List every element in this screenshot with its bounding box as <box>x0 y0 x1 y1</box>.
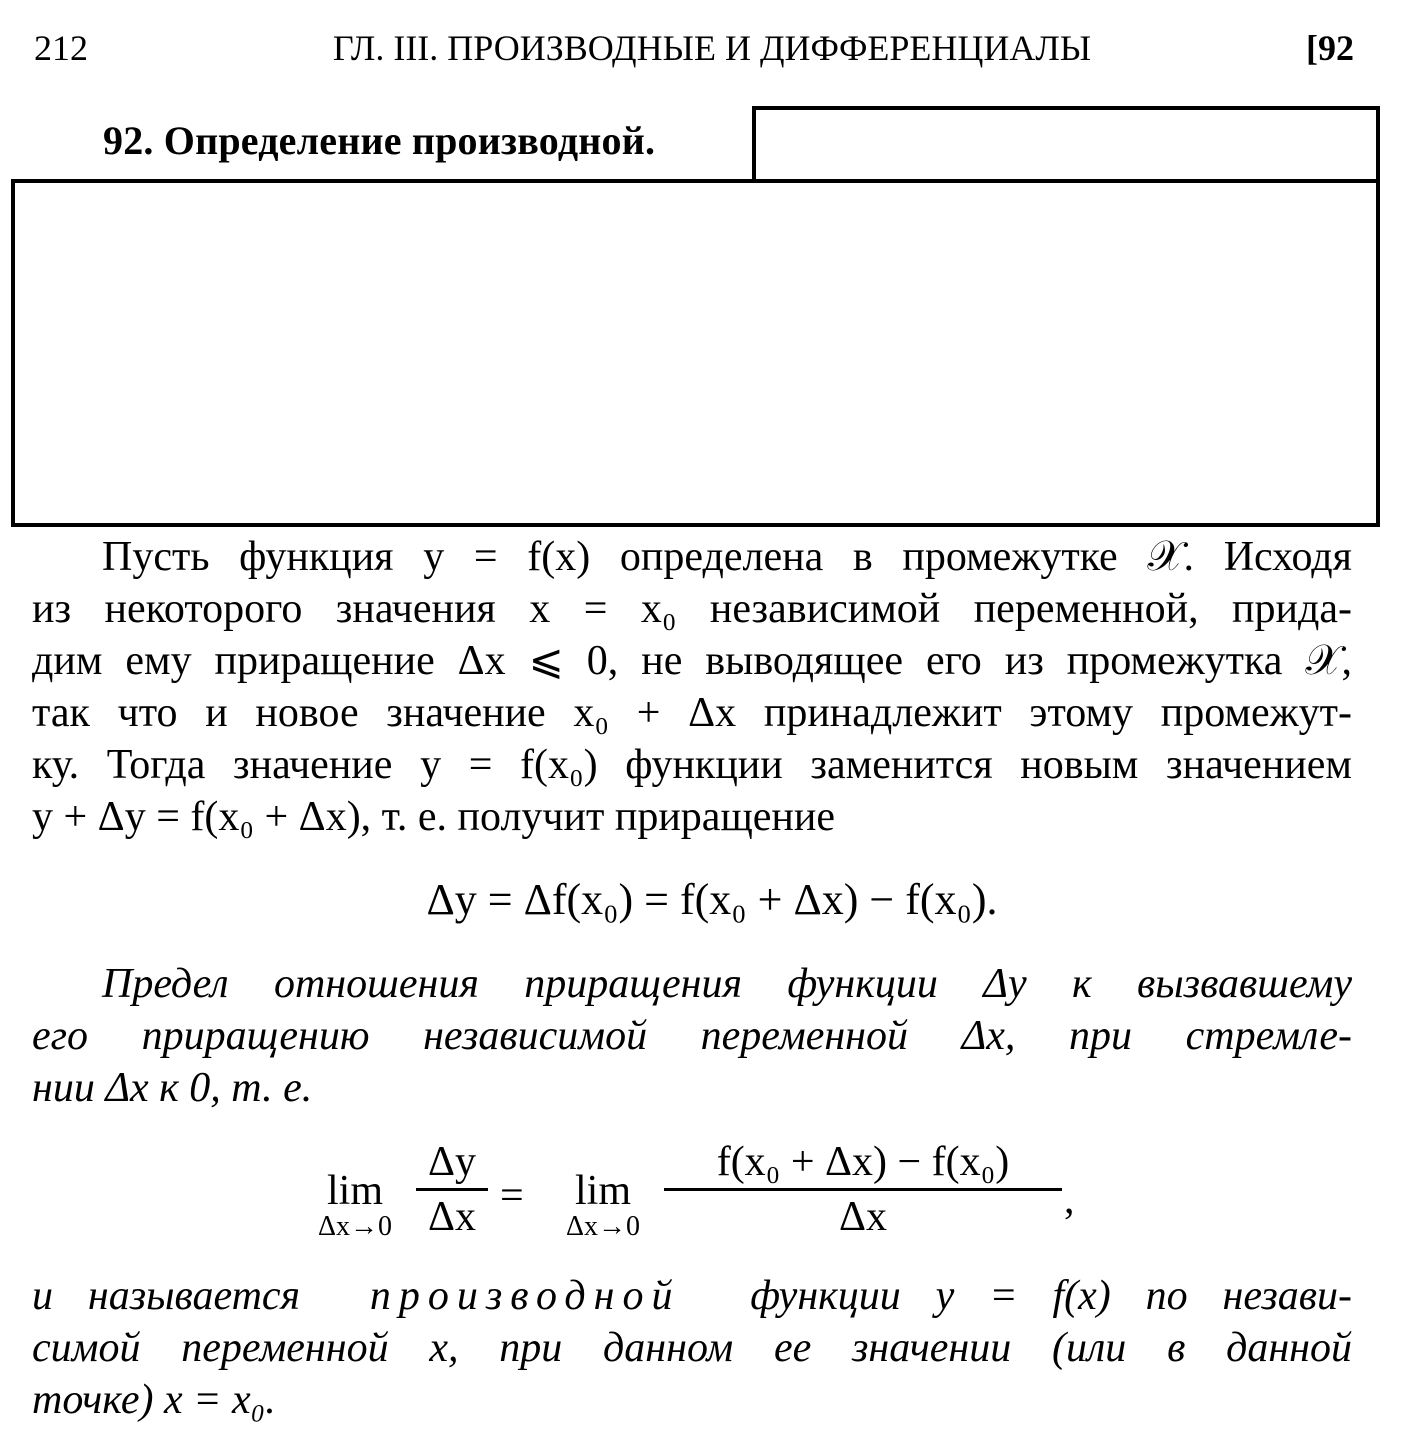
derivative-limit-formula <box>300 1140 1100 1250</box>
denominator: Δx <box>427 1194 476 1240</box>
paragraph-line <box>32 1270 1352 1322</box>
fraction-difference-quotient <box>664 1140 1062 1239</box>
paragraph-line: его приращению независимой переменной Δx, при стремле- <box>32 1013 1352 1059</box>
limit-operator-left <box>300 1170 410 1242</box>
paragraph-derivative-name <box>32 1270 1352 1426</box>
fraction-dy-dx <box>416 1140 488 1239</box>
redaction-box-main <box>11 179 1380 527</box>
paragraph-line: так что и новое значение x₀ + Δx принадлежит этому промежут- <box>32 690 1352 736</box>
lim-word: lim <box>326 1168 383 1214</box>
equals-sign: = <box>500 1173 524 1219</box>
text-fragment: и называется <box>32 1273 301 1319</box>
paragraph-line: дим ему приращение Δx ⩽ 0, не выводящее его из промежутка 𝒳, <box>32 638 1352 684</box>
lim-word: lim <box>574 1168 631 1214</box>
denominator: Δx <box>838 1194 887 1240</box>
trailing-comma: , <box>1064 1177 1075 1223</box>
running-head: ГЛ. III. ПРОИЗВОДНЫЕ И ДИФФЕРЕНЦИАЛЫ <box>332 28 1092 68</box>
fraction-bar <box>664 1188 1062 1191</box>
page-number: 212 <box>34 28 88 68</box>
fraction-bar <box>416 1188 488 1191</box>
limit-operator-right <box>548 1170 658 1242</box>
paragraph-line: нии Δx к 0, т. е. <box>32 1065 313 1111</box>
paragraph-line: из некоторого значения x = x₀ независимой переменной, прида- <box>32 586 1352 632</box>
paragraph-definition-setup <box>32 531 1352 843</box>
paragraph-line: точке) x = x₀. <box>32 1377 276 1423</box>
paragraph-line: Пусть функция y = f(x) определена в промежутке 𝒳. Исходя <box>102 534 1352 580</box>
section-title: 92. Определение производной. <box>103 118 656 163</box>
numerator: Δy <box>427 1139 476 1185</box>
paragraph-line: ку. Тогда значение y = f(x₀) функции заменится новым значением <box>32 742 1352 788</box>
paragraph-definition-limit <box>32 958 1352 1114</box>
paragraph-line: y + Δy = f(x₀ + Δx), т. е. получит приращение <box>32 794 836 840</box>
increment-formula: Δy = Δf(x₀) = f(x₀ + Δx) − f(x₀). <box>426 875 998 924</box>
paragraph-line: симой переменной x, при данном ее значении (или в данной <box>32 1325 1352 1371</box>
paragraph-line: Предел отношения приращения функции Δy к вызвавшему <box>102 961 1352 1007</box>
lim-subscript: Δx→0 <box>565 1211 640 1242</box>
numerator: f(x₀ + Δx) − f(x₀) <box>716 1139 1010 1185</box>
lim-subscript: Δx→0 <box>317 1211 392 1242</box>
term-derivative: производной <box>369 1273 681 1319</box>
section-reference: [92 <box>1306 28 1354 68</box>
text-fragment: функции y = f(x) по незави- <box>750 1273 1353 1319</box>
